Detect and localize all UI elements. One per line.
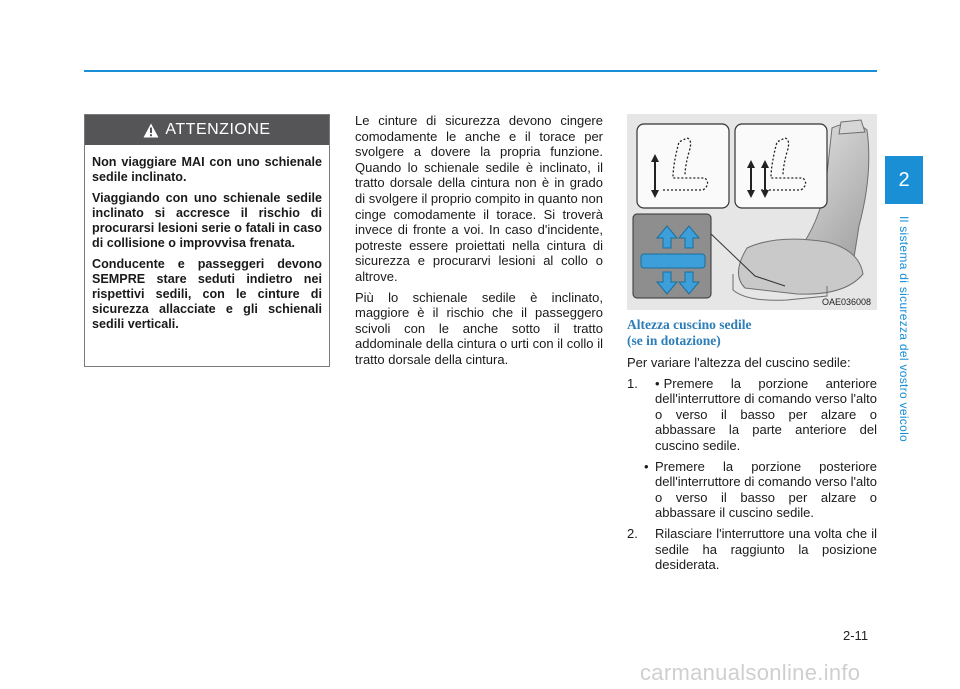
seat-illustration (627, 114, 877, 310)
section-title (627, 317, 877, 349)
body-paragraph: Più lo schienale sedile è inclinato, maggiore è il rischio che il passeggero scivoli con le anche sotto il tratto addominale della cintura o urti con il collo il tratto dorsale della cintura. (355, 289, 603, 367)
middle-column (355, 113, 603, 373)
bullet-item (627, 459, 877, 521)
step-text: Rilasciare l'interruttore una volta che il sedile ha raggiunto la posizione desiderata. (655, 525, 877, 573)
bullet-dot: • (655, 375, 660, 391)
bullet-dot: • (644, 458, 649, 474)
top-rule (84, 70, 877, 72)
step-number: 1. (627, 375, 638, 391)
step-item (627, 526, 877, 573)
intro-text: Per variare l'altezza del cuscino sedile: (627, 355, 851, 370)
warning-body (85, 145, 329, 332)
step-number: 2. (627, 525, 638, 541)
figure-code: OAE036008 (821, 297, 871, 307)
chapter-title: Il sistema di sicurezza del vostro veicolo (897, 216, 911, 443)
body-paragraph: Le cinture di sicurezza devono cingere comodamente le anche e il torace per svolgere a dovere la propria funzione. Quando lo schienale sedile è inclinato, il tratto dorsale della cintura non è in grado di svolgere il proprio compito in quanto non cinge comodamente il torace. Si troverà invece di fronte a voi. In caso d'incidente, potreste essere proiettati nella cintura di sicurezza e procurarvi lesioni al collo o altrove. (355, 113, 603, 284)
warning-paragraph: Conducente e passeggeri devono SEMPRE stare seduti indietro nei rispettivi sedili, con le cinture di sicurezza allacciate e gli schienali sedili verticali. (92, 257, 322, 331)
warning-title: ATTENZIONE (165, 121, 271, 138)
right-column (627, 317, 877, 578)
chapter-tab: 2 (885, 156, 923, 204)
section-subtitle-line: (se in dotazione) (627, 333, 721, 348)
warning-box (84, 114, 330, 367)
step-item (627, 376, 877, 454)
page-number: 2-11 (843, 628, 869, 643)
bullet-text: Premere la porzione posteriore dell'interruttore di comando verso l'alto o verso il basso per alzare o abbassare il cuscino sedile. (655, 458, 877, 521)
warning-header (85, 115, 329, 145)
watermark: carmanualsonline.info (640, 660, 861, 685)
seat-adjustment-figure (627, 114, 877, 310)
warning-paragraph: Viaggiando con uno schienale sedile inclinato si accresce il rischio di procurarsi lesioni serie o fatali in caso di collisione o improvvisa frenata. (92, 191, 322, 250)
step-text: Premere la porzione anteriore dell'interruttore di comando verso l'alto o verso il basso per alzare o abbassare la parte anteriore del cuscino sedile. (655, 375, 877, 453)
warning-triangle-icon (143, 123, 159, 138)
warning-paragraph: Non viaggiare MAI con uno schienale sedile inclinato. (92, 155, 322, 184)
section-title-line: Altezza cuscino sedile (627, 317, 752, 332)
